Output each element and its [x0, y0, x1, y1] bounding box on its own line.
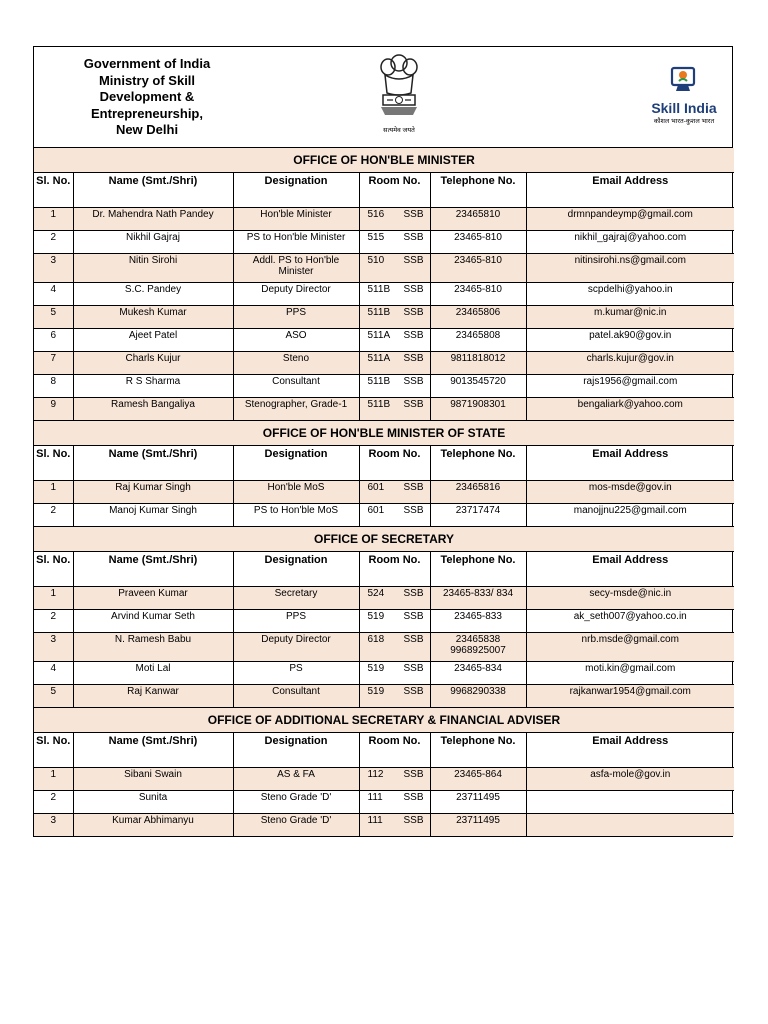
org-line: Government of India: [83, 56, 211, 71]
room-cell: [359, 283, 430, 306]
sl-no-cell: 2: [34, 791, 73, 814]
email-cell: moti.kin@gmail.com: [526, 662, 734, 685]
table-row: [34, 587, 734, 610]
telephone-cell: 23711495: [430, 791, 526, 814]
room-number: 511B: [367, 376, 391, 387]
telephone-cell: 23465-834: [430, 662, 526, 685]
sl-no-cell: 1: [34, 208, 73, 231]
room-number: 511B: [367, 399, 391, 410]
email-cell: bengaliark@yahoo.com: [526, 398, 734, 421]
table-row: [34, 208, 734, 231]
room-wrapper: [362, 634, 428, 645]
sl-no-header: Sl. No.: [34, 733, 73, 768]
building-code: SSB: [403, 284, 424, 295]
designation-cell: Steno Grade 'D': [233, 791, 359, 814]
name-cell: S.C. Pandey: [73, 283, 233, 306]
sl-no-cell: 3: [34, 633, 73, 662]
room-number: 511B: [367, 284, 391, 295]
name-cell: Arvind Kumar Seth: [73, 610, 233, 633]
building-code: SSB: [403, 255, 424, 266]
email-cell: nitinsirohi.ns@gmail.com: [526, 254, 734, 283]
telephone-header: Telephone No.: [430, 552, 526, 587]
room-wrapper: [362, 482, 428, 493]
directory-table: [34, 148, 734, 836]
table-row: [34, 329, 734, 352]
skill-india-logo: [639, 65, 729, 125]
email-cell: drmnpandeymp@gmail.com: [526, 208, 734, 231]
column-header-row: [34, 446, 734, 481]
table-row: [34, 685, 734, 708]
designation-cell: Stenographer, Grade-1: [233, 398, 359, 421]
room-number: 511B: [367, 307, 391, 318]
building-code: SSB: [403, 611, 424, 622]
room-number: 111: [367, 815, 383, 826]
telephone-cell: 9968290338: [430, 685, 526, 708]
telephone-cell: 23465816: [430, 481, 526, 504]
telephone-cell: 23465-833/ 834: [430, 587, 526, 610]
designation-cell: Hon'ble MoS: [233, 481, 359, 504]
designation-header: Designation: [233, 733, 359, 768]
building-code: SSB: [403, 307, 424, 318]
table-row: [34, 254, 734, 283]
table-row: [34, 791, 734, 814]
name-cell: N. Ramesh Babu: [73, 633, 233, 662]
building-code: SSB: [403, 209, 424, 220]
room-wrapper: [362, 376, 428, 387]
section-title: OFFICE OF ADDITIONAL SECRETARY & FINANCIAL ADVISER: [34, 708, 734, 733]
designation-header: Designation: [233, 173, 359, 208]
designation-cell: PS to Hon'ble MoS: [233, 504, 359, 527]
sl-no-header: Sl. No.: [34, 446, 73, 481]
building-code: SSB: [403, 686, 424, 697]
room-wrapper: [362, 588, 428, 599]
sl-no-cell: 5: [34, 306, 73, 329]
room-wrapper: [362, 611, 428, 622]
sl-no-cell: 1: [34, 768, 73, 791]
designation-cell: PS: [233, 662, 359, 685]
room-cell: [359, 481, 430, 504]
name-cell: Moti Lal: [73, 662, 233, 685]
table-row: [34, 814, 734, 837]
designation-cell: Steno: [233, 352, 359, 375]
designation-cell: PS to Hon'ble Minister: [233, 231, 359, 254]
building-code: SSB: [403, 634, 424, 645]
skill-india-tagline: कौशल भारत-कुशल भारत: [653, 118, 715, 125]
sl-no-cell: 2: [34, 610, 73, 633]
room-cell: [359, 814, 430, 837]
building-code: SSB: [403, 376, 424, 387]
room-wrapper: [362, 792, 428, 803]
email-cell: m.kumar@nic.in: [526, 306, 734, 329]
designation-cell: PPS: [233, 306, 359, 329]
name-header: Name (Smt./Shri): [73, 173, 233, 208]
room-wrapper: [362, 307, 428, 318]
table-row: [34, 662, 734, 685]
section-title-row: [34, 708, 734, 733]
document-header: [34, 47, 732, 148]
sl-no-cell: 1: [34, 587, 73, 610]
name-header: Name (Smt./Shri): [73, 733, 233, 768]
room-number: 519: [367, 663, 385, 674]
section-title-row: [34, 421, 734, 446]
table-row: [34, 306, 734, 329]
room-number: 519: [367, 611, 385, 622]
organization-title: [42, 56, 252, 139]
name-cell: Sunita: [73, 791, 233, 814]
name-cell: Nitin Sirohi: [73, 254, 233, 283]
designation-cell: Deputy Director: [233, 283, 359, 306]
email-cell: [526, 791, 734, 814]
org-line: Entrepreneurship,: [91, 105, 203, 121]
telephone-header: Telephone No.: [430, 733, 526, 768]
room-wrapper: [362, 209, 428, 220]
room-number: 618: [367, 634, 385, 645]
name-cell: Raj Kumar Singh: [73, 481, 233, 504]
table-row: [34, 610, 734, 633]
column-header-row: [34, 733, 734, 768]
building-code: SSB: [403, 815, 424, 826]
table-row: [34, 398, 734, 421]
building-code: SSB: [403, 663, 424, 674]
room-number: 111: [367, 792, 383, 803]
sl-no-cell: 1: [34, 481, 73, 504]
designation-header: Designation: [233, 552, 359, 587]
name-cell: Sibani Swain: [73, 768, 233, 791]
designation-cell: Deputy Director: [233, 633, 359, 662]
room-no-header: Room No.: [359, 173, 430, 208]
skill-india-icon: [669, 65, 699, 93]
email-header: Email Address: [526, 173, 734, 208]
name-cell: Dr. Mahendra Nath Pandey: [73, 208, 233, 231]
name-header: Name (Smt./Shri): [73, 446, 233, 481]
telephone-cell: 23465-810: [430, 283, 526, 306]
room-no-header: Room No.: [359, 446, 430, 481]
room-wrapper: [362, 663, 428, 674]
column-header-row: [34, 173, 734, 208]
room-number: 510: [367, 255, 385, 266]
table-row: [34, 352, 734, 375]
sl-no-cell: 5: [34, 685, 73, 708]
table-row: [34, 633, 734, 662]
building-code: SSB: [403, 353, 424, 364]
telephone-cell: 23465808: [430, 329, 526, 352]
sl-no-header: Sl. No.: [34, 552, 73, 587]
telephone-cell: 23465-810: [430, 254, 526, 283]
room-number: 515: [367, 232, 385, 243]
emblem-motto: सत्यमेव जयते: [383, 127, 415, 134]
email-cell: manojjnu225@gmail.com: [526, 504, 734, 527]
email-cell: nikhil_gajraj@yahoo.com: [526, 231, 734, 254]
designation-cell: Steno Grade 'D': [233, 814, 359, 837]
name-cell: Raj Kanwar: [73, 685, 233, 708]
telephone-cell: 23465806: [430, 306, 526, 329]
room-cell: [359, 329, 430, 352]
room-cell: [359, 662, 430, 685]
building-code: SSB: [403, 588, 424, 599]
org-line: Ministry of Skill: [98, 72, 196, 88]
room-cell: [359, 375, 430, 398]
room-wrapper: [362, 505, 428, 516]
telephone-cell: 23465838 9968925007: [430, 633, 526, 662]
sl-no-cell: 9: [34, 398, 73, 421]
directory-document: [33, 46, 733, 837]
telephone-cell: 23711495: [430, 814, 526, 837]
room-number: 601: [367, 482, 385, 493]
sl-no-cell: 7: [34, 352, 73, 375]
table-row: [34, 481, 734, 504]
email-cell: rajs1956@gmail.com: [526, 375, 734, 398]
room-wrapper: [362, 686, 428, 697]
column-header-row: [34, 552, 734, 587]
room-number: 601: [367, 505, 385, 516]
section-title-row: [34, 148, 734, 173]
room-cell: [359, 231, 430, 254]
sl-no-cell: 6: [34, 329, 73, 352]
room-cell: [359, 610, 430, 633]
telephone-header: Telephone No.: [430, 173, 526, 208]
room-wrapper: [362, 815, 428, 826]
room-wrapper: [362, 399, 428, 410]
email-header: Email Address: [526, 446, 734, 481]
name-cell: R S Sharma: [73, 375, 233, 398]
table-row: [34, 283, 734, 306]
room-wrapper: [362, 255, 428, 266]
section-title-row: [34, 527, 734, 552]
skill-india-brand: Skill India: [651, 100, 717, 116]
designation-cell: Addl. PS to Hon'ble Minister: [233, 254, 359, 283]
building-code: SSB: [403, 232, 424, 243]
room-number: 112: [367, 769, 384, 780]
directory-body: [34, 148, 734, 836]
name-cell: Ramesh Bangaliya: [73, 398, 233, 421]
email-header: Email Address: [526, 552, 734, 587]
section-title: OFFICE OF SECRETARY: [34, 527, 734, 552]
sl-no-cell: 4: [34, 662, 73, 685]
email-cell: charls.kujur@gov.in: [526, 352, 734, 375]
room-cell: [359, 208, 430, 231]
room-wrapper: [362, 353, 428, 364]
room-wrapper: [362, 769, 428, 780]
emblem-icon: [377, 53, 421, 119]
sl-no-cell: 2: [34, 231, 73, 254]
telephone-header: Telephone No.: [430, 446, 526, 481]
telephone-cell: 9871908301: [430, 398, 526, 421]
name-cell: Mukesh Kumar: [73, 306, 233, 329]
email-cell: mos-msde@gov.in: [526, 481, 734, 504]
telephone-cell: 23465810: [430, 208, 526, 231]
table-row: [34, 375, 734, 398]
telephone-cell: 23465-810: [430, 231, 526, 254]
room-number: 516: [367, 209, 385, 220]
room-number: 511A: [367, 353, 391, 364]
table-row: [34, 768, 734, 791]
room-wrapper: [362, 330, 428, 341]
national-emblem: [369, 53, 429, 137]
room-no-header: Room No.: [359, 552, 430, 587]
sl-no-cell: 8: [34, 375, 73, 398]
org-line: Development &: [99, 89, 195, 104]
email-cell: ak_seth007@yahoo.co.in: [526, 610, 734, 633]
telephone-cell: 9811818012: [430, 352, 526, 375]
designation-cell: PPS: [233, 610, 359, 633]
table-row: [34, 231, 734, 254]
building-code: SSB: [403, 792, 424, 803]
designation-header: Designation: [233, 446, 359, 481]
designation-cell: AS & FA: [233, 768, 359, 791]
telephone-cell: 23717474: [430, 504, 526, 527]
room-cell: [359, 504, 430, 527]
designation-cell: Consultant: [233, 375, 359, 398]
name-cell: Praveen Kumar: [73, 587, 233, 610]
email-header: Email Address: [526, 733, 734, 768]
room-number: 519: [367, 686, 385, 697]
designation-cell: Secretary: [233, 587, 359, 610]
table-row: [34, 504, 734, 527]
section-title: OFFICE OF HON'BLE MINISTER: [34, 148, 734, 173]
designation-cell: Hon'ble Minister: [233, 208, 359, 231]
telephone-cell: 23465-833: [430, 610, 526, 633]
room-cell: [359, 791, 430, 814]
room-wrapper: [362, 284, 428, 295]
name-cell: Ajeet Patel: [73, 329, 233, 352]
room-cell: [359, 398, 430, 421]
room-no-header: Room No.: [359, 733, 430, 768]
email-cell: nrb.msde@gmail.com: [526, 633, 734, 662]
email-cell: rajkanwar1954@gmail.com: [526, 685, 734, 708]
sl-no-cell: 2: [34, 504, 73, 527]
building-code: SSB: [403, 505, 424, 516]
room-cell: [359, 306, 430, 329]
email-cell: patel.ak90@gov.in: [526, 329, 734, 352]
designation-cell: ASO: [233, 329, 359, 352]
name-cell: Manoj Kumar Singh: [73, 504, 233, 527]
sl-no-cell: 3: [34, 814, 73, 837]
building-code: SSB: [403, 399, 424, 410]
room-cell: [359, 768, 430, 791]
sl-no-cell: 4: [34, 283, 73, 306]
name-header: Name (Smt./Shri): [73, 552, 233, 587]
room-cell: [359, 587, 430, 610]
room-wrapper: [362, 232, 428, 243]
room-number: 511A: [367, 330, 391, 341]
building-code: SSB: [403, 330, 424, 341]
designation-cell: Consultant: [233, 685, 359, 708]
sl-no-cell: 3: [34, 254, 73, 283]
room-number: 524: [367, 588, 385, 599]
name-cell: Nikhil Gajraj: [73, 231, 233, 254]
email-cell: [526, 814, 734, 837]
section-title: OFFICE OF HON'BLE MINISTER OF STATE: [34, 421, 734, 446]
room-cell: [359, 633, 430, 662]
telephone-cell: 23465-864: [430, 768, 526, 791]
org-line: New Delhi: [115, 122, 179, 137]
room-cell: [359, 254, 430, 283]
telephone-cell: 9013545720: [430, 375, 526, 398]
building-code: SSB: [403, 482, 424, 493]
email-cell: asfa-mole@gov.in: [526, 768, 734, 791]
room-cell: [359, 352, 430, 375]
building-code: SSB: [403, 769, 424, 780]
room-cell: [359, 685, 430, 708]
name-cell: Kumar Abhimanyu: [73, 814, 233, 837]
email-cell: secy-msde@nic.in: [526, 587, 734, 610]
email-cell: scpdelhi@yahoo.in: [526, 283, 734, 306]
name-cell: Charls Kujur: [73, 352, 233, 375]
sl-no-header: Sl. No.: [34, 173, 73, 208]
